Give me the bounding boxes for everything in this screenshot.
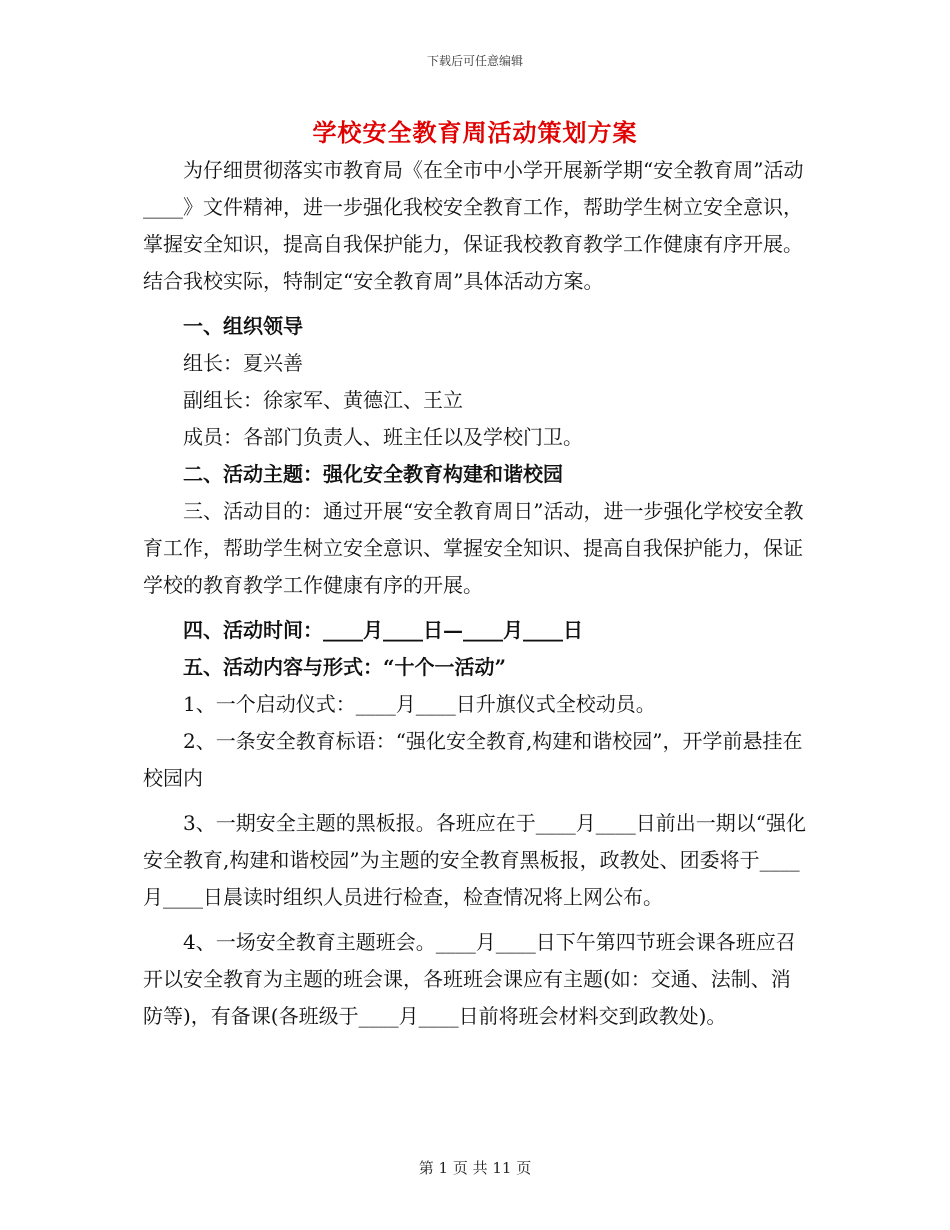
intro-paragraph: 为仔细贯彻落实市教育局《在全市中小学开展新学期“安全教育周”活动____》文件精神，进一步强化我校安全教育工作，帮助学生树立安全意识，掌握安全知识，提高自我保护能力，保证我校教育教学工作健康有序开展。结合我校实际，特制定“安全教育周”具体活动方案。 bbox=[143, 158, 804, 293]
activity-item-4: 4、一场安全教育主题班会。____月____日下午第四节班会课各班应召开以安全教育为主题的班会课，各班班会课应有主题(如：交通、法制、消防等)，有备课(各班级于____月____日前将班会材料交到政教处)。 bbox=[143, 930, 796, 1028]
activity-item-1: 1、一个启动仪式：____月____日升旗仪式全校动员。 bbox=[183, 692, 656, 716]
page-number-footer: 第 1 页 共 11 页 bbox=[418, 1159, 532, 1177]
section-1-heading: 一、组织领导 bbox=[183, 314, 303, 338]
activity-item-2: 2、一条安全教育标语：“强化安全教育,构建和谐校园”，开学前悬挂在校园内 bbox=[143, 729, 803, 790]
group-members: 成员：各部门负责人、班主任以及学校门卫。 bbox=[183, 425, 583, 449]
activity-item-3: 3、一期安全主题的黑板报。各班应在于____月____日前出一期以“强化安全教育,构建和谐校园”为主题的安全教育黑板报，政教处、团委将于____月____日晨读时组织人员进行检查，检查情况将上网公布。 bbox=[143, 811, 806, 909]
document-title: 学校安全教育周活动策划方案 bbox=[312, 118, 638, 147]
section-2-heading: 二、活动主题：强化安全教育构建和谐校园 bbox=[183, 462, 563, 486]
page-header: 下载后可任意编辑 bbox=[426, 54, 523, 68]
section-4-heading: 四、活动时间：____月____日—____月____日 bbox=[183, 618, 583, 642]
section-3-paragraph: 三、活动目的：通过开展“安全教育周日”活动，进一步强化学校安全教育工作，帮助学生树立安全意识、掌握安全知识、提高自我保护能力，保证学校的教育教学工作健康有序的开展。 bbox=[143, 499, 804, 597]
document-body bbox=[143, 152, 807, 1035]
group-leader: 组长：夏兴善 bbox=[183, 351, 303, 375]
section-5-heading: 五、活动内容与形式：“十个一活动” bbox=[183, 655, 507, 679]
deputy-leaders: 副组长：徐家军、黄德江、王立 bbox=[183, 388, 463, 412]
